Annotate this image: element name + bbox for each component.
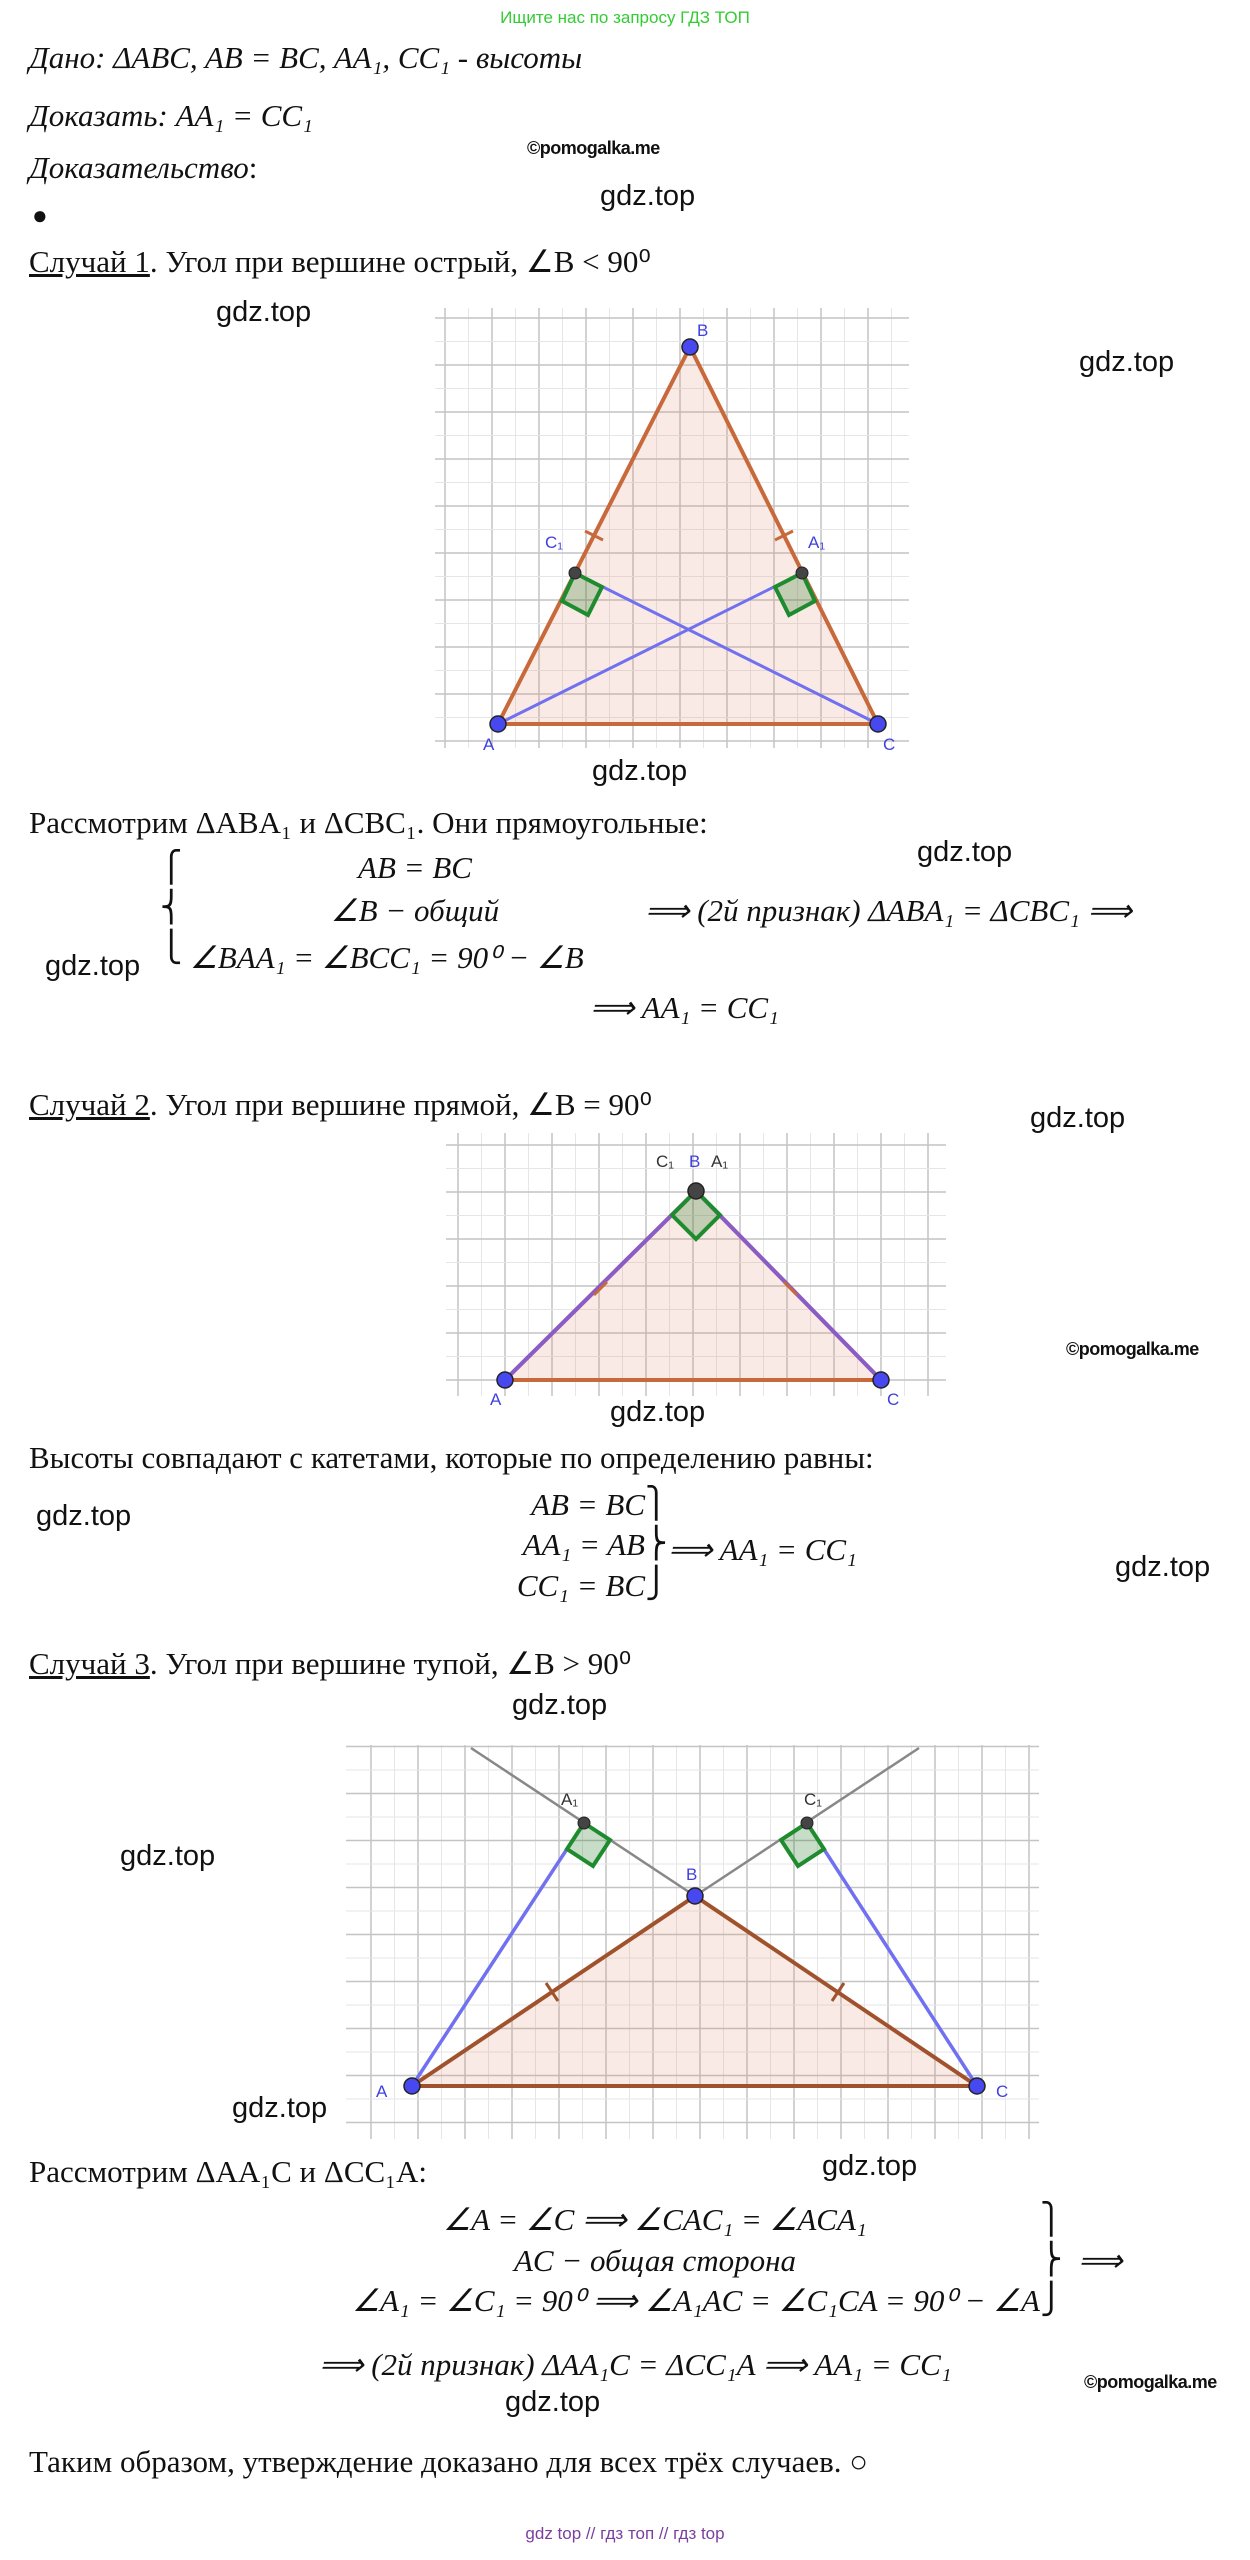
case3-label: Случай 3	[29, 1646, 150, 1681]
case2-diagram	[446, 1133, 946, 1409]
case2-consider: Высоты совпадают с катетами, которые по определению равны:	[29, 1440, 874, 1475]
triangle-abc	[412, 1896, 977, 2086]
point-a1[interactable]	[796, 567, 808, 579]
watermark: gdz.top	[505, 2386, 601, 2418]
watermark: gdz.top	[1079, 346, 1175, 378]
case2-result: ⟹ AA₁ = CC₁	[668, 1532, 857, 1567]
point-c[interactable]	[969, 2078, 985, 2094]
case1-text: . Угол при вершине острый, ∠B < 90⁰	[149, 244, 651, 279]
system-line: ∠A₁ = ∠C₁ = 90⁰ ⟹ ∠A₁AC = ∠C₁CA = 90⁰ − ∠A	[352, 2283, 1040, 2318]
copyright-watermark: ©pomogalka.me	[1066, 1339, 1199, 1359]
system-line: CC₁ = BC	[516, 1568, 645, 1603]
label-b: B	[686, 1865, 698, 1884]
point-a1[interactable]	[578, 1817, 590, 1829]
footer-links[interactable]: gdz top // гдз топ // гдз top	[525, 2524, 725, 2543]
copyright-watermark: ©pomogalka.me	[1084, 2372, 1217, 2392]
label-c1: C₁	[656, 1152, 675, 1171]
case3-consider: Рассмотрим ΔAA₁C и ΔCC₁A:	[29, 2154, 427, 2189]
case2-text: . Угол при вершине прямой, ∠B = 90⁰	[149, 1087, 652, 1122]
system-line: AC − общая сторона	[513, 2243, 797, 2278]
case3-heading	[29, 1646, 631, 1682]
watermark: gdz.top	[592, 755, 688, 787]
proof-line	[29, 150, 257, 186]
point-c[interactable]	[870, 716, 886, 732]
right-angle-mark-a1	[567, 1823, 610, 1866]
watermark: gdz.top	[1030, 1102, 1126, 1134]
given-text: : ΔABC, AB = BC, AA₁, CC₁ - высоты	[95, 40, 583, 75]
final-statement: Таким образом, утверждение доказано для всех трёх случаев. ○	[29, 2444, 869, 2479]
case1-conclusion: ⟹ (2й признак) ΔABA₁ = ΔCBC₁ ⟹	[645, 893, 1132, 928]
watermark: gdz.top	[600, 180, 696, 212]
point-a[interactable]	[404, 2078, 420, 2094]
left-brace: ⎧ ⎨ ⎩	[160, 850, 183, 965]
prove-line	[29, 98, 313, 134]
label-a: A	[483, 735, 495, 754]
label-c: C	[887, 1390, 900, 1409]
case3-result: ⟹ (2й признак) ΔAA₁C = ΔCC₁A ⟹ AA₁ = CC₁	[319, 2347, 952, 2382]
system-line: ∠A = ∠C ⟹ ∠CAC₁ = ∠ACA₁	[443, 2202, 867, 2237]
watermark: gdz.top	[610, 1396, 706, 1428]
point-b[interactable]	[682, 339, 698, 355]
label-a: A	[490, 1390, 502, 1409]
search-banner[interactable]: Ищите нас по запросу ГДЗ ТОП	[500, 8, 750, 27]
prove-label: Доказать	[29, 98, 158, 133]
point-a[interactable]	[490, 716, 506, 732]
case3-diagram	[346, 1745, 1039, 2139]
point-b[interactable]	[687, 1888, 703, 1904]
system-line: ∠B − общий	[330, 893, 500, 928]
colon: :	[248, 150, 258, 185]
label-b: B	[689, 1152, 701, 1171]
watermark: gdz.top	[917, 836, 1013, 868]
point-c1[interactable]	[569, 567, 581, 579]
watermark: gdz.top	[36, 1500, 132, 1532]
label-c1: C₁	[545, 533, 564, 552]
label-a1: A₁	[808, 533, 826, 552]
given-line	[29, 40, 582, 76]
case1-result: ⟹ AA₁ = CC₁	[590, 990, 779, 1025]
case2-label: Случай 2	[29, 1087, 150, 1122]
case3-text: . Угол при вершине тупой, ∠B > 90⁰	[149, 1646, 632, 1681]
case1-heading	[29, 244, 651, 280]
copyright-watermark: ©pomogalka.me	[527, 138, 660, 158]
given-label: Дано	[29, 40, 96, 75]
case1-consider: Рассмотрим ΔABA₁ и ΔCBC₁. Они прямоугольные:	[29, 805, 708, 840]
watermark: gdz.top	[822, 2150, 918, 2182]
implies-arrow: ⟹	[1078, 2243, 1123, 2278]
watermark: gdz.top	[216, 296, 312, 328]
watermark: gdz.top	[45, 950, 141, 982]
case2-heading	[29, 1087, 652, 1123]
watermark: gdz.top	[512, 1689, 608, 1721]
system-line: AB = BC	[531, 1487, 645, 1522]
point-c[interactable]	[873, 1372, 889, 1388]
label-a: A	[376, 2082, 388, 2101]
right-brace: ⎫ ⎬ ⎭	[1040, 2202, 1063, 2317]
system-line: ∠BAA₁ = ∠BCC₁ = 90⁰ − ∠B	[190, 940, 584, 975]
point-c1[interactable]	[801, 1817, 813, 1829]
case1-label: Случай 1	[29, 244, 150, 279]
right-brace: ⎫ ⎬ ⎭	[645, 1486, 668, 1601]
label-a1: A₁	[711, 1152, 729, 1171]
label-a1: A₁	[561, 1790, 579, 1809]
prove-text: : AA₁ = CC₁	[157, 98, 313, 133]
system-line: AA₁ = AB	[522, 1527, 645, 1562]
point-a[interactable]	[497, 1372, 513, 1388]
bullet: ●	[32, 201, 48, 230]
label-b: B	[697, 321, 709, 340]
system-line: AB = BC	[358, 850, 472, 885]
watermark: gdz.top	[120, 1840, 216, 1872]
proof-label: Доказательство	[29, 150, 249, 185]
label-c: C	[996, 2082, 1009, 2101]
watermark: gdz.top	[1115, 1551, 1211, 1583]
point-b[interactable]	[688, 1183, 704, 1199]
watermark: gdz.top	[232, 2092, 328, 2124]
label-c: C	[883, 735, 896, 754]
case1-diagram	[435, 308, 909, 754]
label-c1: C₁	[804, 1790, 823, 1809]
